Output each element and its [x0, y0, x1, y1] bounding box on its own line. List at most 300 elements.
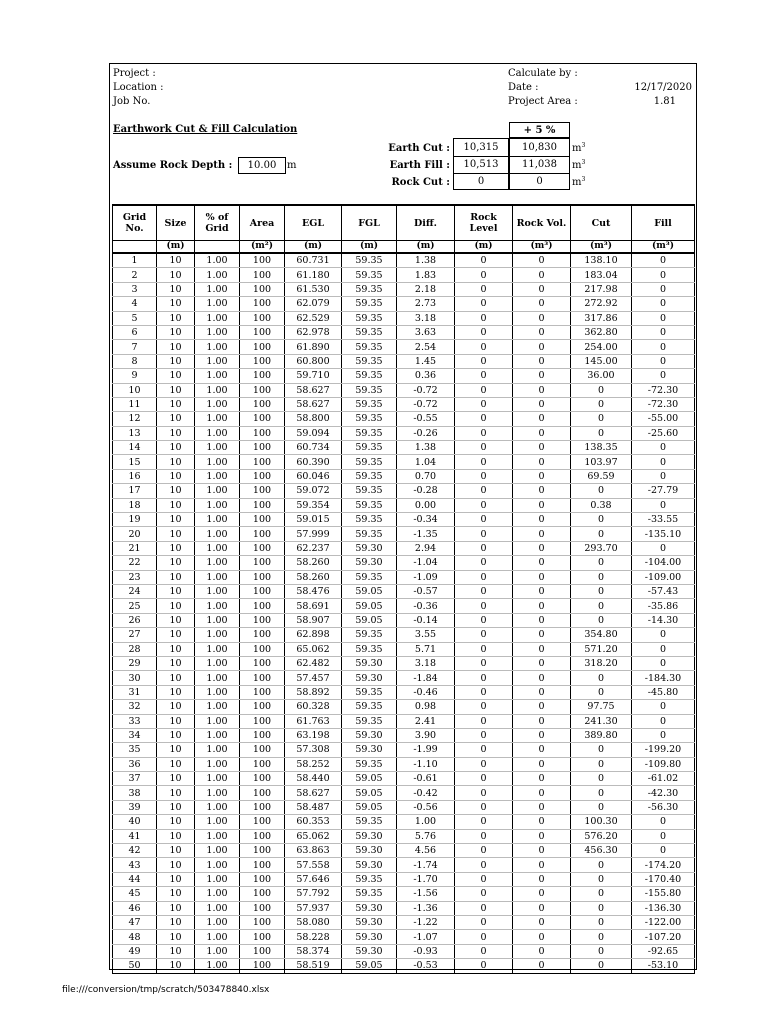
- table-cell: 183.04: [571, 268, 632, 282]
- table-row: [113, 369, 695, 383]
- table-cell: 100: [240, 786, 285, 800]
- table-cell: 100: [240, 369, 285, 383]
- table-cell: 0: [571, 613, 632, 627]
- table-cell: 0.70: [397, 469, 455, 483]
- table-cell: 0: [455, 944, 513, 958]
- table-cell: -1.84: [397, 671, 455, 685]
- table-cell: 39: [113, 800, 157, 814]
- table-cell: 69.59: [571, 469, 632, 483]
- table-cell: -55.00: [632, 412, 695, 426]
- table-cell: 1.00: [195, 628, 240, 642]
- table-cell: 59.35: [342, 700, 397, 714]
- table-cell: 0: [455, 887, 513, 901]
- table-cell: 100: [240, 671, 285, 685]
- date-value: 12/17/2020: [634, 82, 692, 93]
- table-cell: 1.00: [195, 887, 240, 901]
- table-cell: 0: [455, 757, 513, 771]
- table-cell: 22: [113, 556, 157, 570]
- table-cell: -1.10: [397, 757, 455, 771]
- column-header: Rock Level: [455, 205, 513, 241]
- table-cell: 0: [455, 397, 513, 411]
- table-cell: 10: [157, 570, 195, 584]
- table-cell: 0: [632, 311, 695, 325]
- table-cell: 0: [513, 282, 571, 296]
- table-cell: 49: [113, 944, 157, 958]
- table-cell: -61.02: [632, 772, 695, 786]
- table-row: [113, 340, 695, 354]
- table-cell: 59.35: [342, 513, 397, 527]
- table-cell: 3.63: [397, 325, 455, 339]
- table-cell: 389.80: [571, 728, 632, 742]
- table-cell: 10: [157, 369, 195, 383]
- table-cell: 10: [157, 455, 195, 469]
- table-cell: 25: [113, 599, 157, 613]
- table-cell: 0: [455, 325, 513, 339]
- table-cell: 0: [455, 829, 513, 843]
- table-cell: -170.40: [632, 872, 695, 886]
- table-cell: 100: [240, 930, 285, 944]
- table-cell: 59.35: [342, 498, 397, 512]
- table-cell: 59.30: [342, 556, 397, 570]
- column-unit: (m): [285, 241, 342, 254]
- table-cell: 100: [240, 728, 285, 742]
- table-cell: 0: [513, 527, 571, 541]
- table-cell: 59.35: [342, 527, 397, 541]
- table-cell: 59.015: [285, 513, 342, 527]
- table-cell: 0: [455, 354, 513, 368]
- table-row: [113, 685, 695, 699]
- table-cell: 1.04: [397, 455, 455, 469]
- table-cell: 0: [455, 282, 513, 296]
- earth-cut-value: 10,315: [453, 138, 509, 157]
- table-cell: 59.30: [342, 858, 397, 872]
- table-cell: 10: [157, 613, 195, 627]
- table-row: [113, 311, 695, 325]
- table-cell: 1.00: [195, 743, 240, 757]
- table-cell: 10: [157, 844, 195, 858]
- table-row: [113, 325, 695, 339]
- table-cell: 1.00: [195, 772, 240, 786]
- rock-depth-label: Assume Rock Depth :: [113, 160, 233, 171]
- table-cell: -107.20: [632, 930, 695, 944]
- table-cell: 59.35: [342, 714, 397, 728]
- table-cell: 1.00: [195, 527, 240, 541]
- table-cell: 62.978: [285, 325, 342, 339]
- table-cell: 3.90: [397, 728, 455, 742]
- table-cell: 0: [571, 872, 632, 886]
- table-cell: 57.999: [285, 527, 342, 541]
- table-cell: 59.05: [342, 800, 397, 814]
- table-cell: 100: [240, 513, 285, 527]
- table-cell: 100: [240, 469, 285, 483]
- table-cell: -72.30: [632, 397, 695, 411]
- table-cell: 0: [513, 959, 571, 973]
- table-cell: 59.35: [342, 383, 397, 397]
- table-cell: 0: [455, 383, 513, 397]
- table-cell: 10: [157, 412, 195, 426]
- table-cell: 100: [240, 944, 285, 958]
- table-cell: 58.228: [285, 930, 342, 944]
- table-cell: 58.080: [285, 915, 342, 929]
- table-cell: 63.198: [285, 728, 342, 742]
- table-cell: 0: [455, 700, 513, 714]
- table-cell: 456.30: [571, 844, 632, 858]
- table-cell: 0: [513, 685, 571, 699]
- table-cell: 59.30: [342, 944, 397, 958]
- table-cell: 0: [455, 253, 513, 268]
- table-cell: -155.80: [632, 887, 695, 901]
- table-cell: 0: [571, 527, 632, 541]
- table-cell: -1.09: [397, 570, 455, 584]
- table-cell: 0: [632, 700, 695, 714]
- table-row: [113, 800, 695, 814]
- column-header: Cut: [571, 205, 632, 241]
- table-row: [113, 671, 695, 685]
- table-cell: 100: [240, 527, 285, 541]
- table-cell: 0: [513, 930, 571, 944]
- table-cell: 60.046: [285, 469, 342, 483]
- table-cell: 59.35: [342, 455, 397, 469]
- table-cell: 1.00: [195, 484, 240, 498]
- table-cell: 10: [157, 628, 195, 642]
- table-cell: 0: [513, 944, 571, 958]
- table-cell: 0: [632, 541, 695, 555]
- table-cell: 0: [632, 815, 695, 829]
- table-cell: 0: [513, 297, 571, 311]
- table-cell: 100: [240, 829, 285, 843]
- table-cell: 59.35: [342, 369, 397, 383]
- table-cell: 0.98: [397, 700, 455, 714]
- table-row: [113, 584, 695, 598]
- table-cell: 59.30: [342, 728, 397, 742]
- table-cell: -92.65: [632, 944, 695, 958]
- table-cell: -57.43: [632, 584, 695, 598]
- column-header: Rock Vol.: [513, 205, 571, 241]
- table-cell: 0: [455, 556, 513, 570]
- table-cell: 0: [571, 397, 632, 411]
- table-cell: 60.353: [285, 815, 342, 829]
- job-no-label: Job No.: [113, 96, 151, 107]
- table-cell: -25.60: [632, 426, 695, 440]
- table-cell: 0: [571, 599, 632, 613]
- table-cell: 59.30: [342, 743, 397, 757]
- table-cell: 0: [455, 772, 513, 786]
- table-cell: 59.35: [342, 297, 397, 311]
- table-cell: 138.35: [571, 441, 632, 455]
- table-row: [113, 700, 695, 714]
- table-row: [113, 915, 695, 929]
- table-cell: 10: [157, 728, 195, 742]
- table-cell: -109.00: [632, 570, 695, 584]
- table-cell: 58.627: [285, 786, 342, 800]
- table-cell: 0: [455, 872, 513, 886]
- table-cell: -104.00: [632, 556, 695, 570]
- table-cell: 571.20: [571, 642, 632, 656]
- table-cell: 0: [632, 325, 695, 339]
- table-cell: 30: [113, 671, 157, 685]
- table-cell: 10: [157, 498, 195, 512]
- table-cell: 0: [513, 656, 571, 670]
- table-cell: 59.35: [342, 628, 397, 642]
- table-cell: 0: [632, 340, 695, 354]
- table-cell: 59.30: [342, 829, 397, 843]
- table-cell: 0: [455, 541, 513, 555]
- table-cell: 59.35: [342, 253, 397, 268]
- table-cell: 57.646: [285, 872, 342, 886]
- table-cell: 15: [113, 455, 157, 469]
- table-cell: 24: [113, 584, 157, 598]
- table-cell: 2: [113, 268, 157, 282]
- column-header: EGL: [285, 205, 342, 241]
- table-cell: 5.71: [397, 642, 455, 656]
- table-cell: 37: [113, 772, 157, 786]
- spreadsheet-page: [109, 63, 697, 970]
- table-header-row: [113, 205, 695, 241]
- table-cell: 0: [455, 412, 513, 426]
- table-cell: 100: [240, 887, 285, 901]
- table-cell: 58.252: [285, 757, 342, 771]
- table-cell: 576.20: [571, 829, 632, 843]
- table-cell: 1.00: [195, 369, 240, 383]
- table-cell: 1.00: [195, 872, 240, 886]
- table-cell: 6: [113, 325, 157, 339]
- table-cell: 0: [632, 441, 695, 455]
- table-cell: 2.54: [397, 340, 455, 354]
- column-unit: [113, 241, 157, 254]
- table-row: [113, 441, 695, 455]
- table-cell: 10: [157, 253, 195, 268]
- table-cell: 10: [157, 383, 195, 397]
- table-cell: 100: [240, 282, 285, 296]
- table-row: [113, 570, 695, 584]
- calculate-by-label: Calculate by :: [508, 68, 578, 79]
- table-cell: 1.00: [195, 253, 240, 268]
- table-cell: -0.53: [397, 959, 455, 973]
- earth-cut-label: Earth Cut :: [388, 143, 450, 154]
- table-cell: 100: [240, 915, 285, 929]
- table-cell: 1.00: [195, 455, 240, 469]
- table-cell: 0: [455, 671, 513, 685]
- table-cell: 0: [513, 829, 571, 843]
- table-cell: 138.10: [571, 253, 632, 268]
- table-cell: 0: [455, 728, 513, 742]
- table-cell: 0: [571, 671, 632, 685]
- table-cell: 62.482: [285, 656, 342, 670]
- table-row: [113, 628, 695, 642]
- table-cell: 0: [632, 297, 695, 311]
- table-cell: -0.55: [397, 412, 455, 426]
- table-body: [113, 253, 695, 973]
- table-cell: 10: [113, 383, 157, 397]
- table-cell: 0: [513, 354, 571, 368]
- table-cell: 65.062: [285, 829, 342, 843]
- table-cell: 61.180: [285, 268, 342, 282]
- rock-depth-value: 10.00: [238, 157, 286, 174]
- table-row: [113, 743, 695, 757]
- table-cell: -0.34: [397, 513, 455, 527]
- column-header: Diff.: [397, 205, 455, 241]
- table-cell: 0.38: [571, 498, 632, 512]
- table-row: [113, 513, 695, 527]
- table-cell: 1.38: [397, 253, 455, 268]
- table-cell: 1.00: [195, 412, 240, 426]
- table-cell: 1.00: [195, 829, 240, 843]
- table-cell: -1.99: [397, 743, 455, 757]
- table-cell: 10: [157, 282, 195, 296]
- table-cell: 59.30: [342, 656, 397, 670]
- table-row: [113, 656, 695, 670]
- table-cell: 100: [240, 484, 285, 498]
- table-cell: 0: [513, 743, 571, 757]
- table-cell: 0: [455, 297, 513, 311]
- table-cell: 1.00: [195, 613, 240, 627]
- table-cell: 0: [513, 628, 571, 642]
- table-cell: 0: [513, 369, 571, 383]
- table-cell: 0: [571, 959, 632, 973]
- table-row: [113, 527, 695, 541]
- table-cell: 10: [157, 484, 195, 498]
- table-cell: 59.072: [285, 484, 342, 498]
- table-cell: 0: [513, 786, 571, 800]
- table-cell: 0: [513, 613, 571, 627]
- table-cell: 59.30: [342, 844, 397, 858]
- table-cell: 0: [513, 901, 571, 915]
- table-row: [113, 498, 695, 512]
- table-cell: 0: [571, 901, 632, 915]
- table-cell: 10: [157, 469, 195, 483]
- table-cell: 1.00: [195, 297, 240, 311]
- table-cell: -109.80: [632, 757, 695, 771]
- table-cell: 57.792: [285, 887, 342, 901]
- table-cell: 10: [157, 599, 195, 613]
- table-cell: 1.00: [195, 397, 240, 411]
- table-row: [113, 757, 695, 771]
- table-cell: 10: [157, 311, 195, 325]
- table-unit-row: [113, 241, 695, 254]
- table-cell: 3: [113, 282, 157, 296]
- table-cell: 1.00: [195, 714, 240, 728]
- table-row: [113, 815, 695, 829]
- table-cell: 0: [513, 268, 571, 282]
- table-cell: 1.00: [195, 700, 240, 714]
- table-cell: 57.308: [285, 743, 342, 757]
- table-row: [113, 541, 695, 555]
- table-cell: 0: [513, 800, 571, 814]
- table-row: [113, 599, 695, 613]
- table-cell: 10: [157, 714, 195, 728]
- column-unit: (m³): [632, 241, 695, 254]
- table-cell: -0.14: [397, 613, 455, 627]
- table-cell: 0: [455, 800, 513, 814]
- rock-cut-unit: $m^3$: [572, 176, 586, 188]
- table-cell: 1.00: [195, 325, 240, 339]
- table-cell: 97.75: [571, 700, 632, 714]
- table-cell: -174.20: [632, 858, 695, 872]
- table-cell: 1.00: [195, 354, 240, 368]
- table-cell: -136.30: [632, 901, 695, 915]
- table-cell: 103.97: [571, 455, 632, 469]
- table-cell: 1.00: [195, 383, 240, 397]
- table-cell: -0.56: [397, 800, 455, 814]
- table-cell: 2.94: [397, 541, 455, 555]
- column-header: Grid No.: [113, 205, 157, 241]
- table-cell: 58.907: [285, 613, 342, 627]
- table-cell: 10: [157, 268, 195, 282]
- table-cell: 59.35: [342, 354, 397, 368]
- table-cell: 58.440: [285, 772, 342, 786]
- earth-fill-unit: $m^3$: [572, 159, 586, 171]
- table-cell: 45: [113, 887, 157, 901]
- table-cell: 10: [157, 642, 195, 656]
- table-cell: 1.00: [195, 815, 240, 829]
- table-cell: -199.20: [632, 743, 695, 757]
- table-cell: 0: [513, 671, 571, 685]
- table-cell: -0.57: [397, 584, 455, 598]
- table-cell: 3.55: [397, 628, 455, 642]
- table-cell: 0: [513, 513, 571, 527]
- table-cell: 26: [113, 613, 157, 627]
- table-cell: 100: [240, 815, 285, 829]
- table-cell: 0: [455, 455, 513, 469]
- table-cell: 58.800: [285, 412, 342, 426]
- table-cell: -0.42: [397, 786, 455, 800]
- table-row: [113, 282, 695, 296]
- table-cell: 0: [571, 757, 632, 771]
- table-cell: 10: [157, 959, 195, 973]
- table-cell: 100: [240, 628, 285, 642]
- table-cell: 100: [240, 959, 285, 973]
- table-cell: 57.558: [285, 858, 342, 872]
- table-cell: 0.00: [397, 498, 455, 512]
- table-cell: 0: [571, 858, 632, 872]
- table-cell: 48: [113, 930, 157, 944]
- date-label: Date :: [508, 82, 539, 93]
- table-cell: 1.00: [195, 786, 240, 800]
- table-cell: 0: [632, 628, 695, 642]
- rock-cut-value: 0: [453, 173, 509, 190]
- table-cell: 10: [157, 685, 195, 699]
- table-cell: 100: [240, 455, 285, 469]
- table-cell: 1.00: [195, 915, 240, 929]
- table-cell: 60.390: [285, 455, 342, 469]
- table-cell: 293.70: [571, 541, 632, 555]
- table-cell: 1.00: [195, 599, 240, 613]
- table-cell: 59.35: [342, 757, 397, 771]
- table-cell: 0: [513, 412, 571, 426]
- table-cell: 32: [113, 700, 157, 714]
- table-cell: -1.07: [397, 930, 455, 944]
- table-cell: 362.80: [571, 325, 632, 339]
- table-cell: 4: [113, 297, 157, 311]
- project-area-value: 1.81: [653, 96, 676, 107]
- table-cell: 0: [455, 685, 513, 699]
- table-cell: 10: [157, 671, 195, 685]
- table-cell: 10: [157, 397, 195, 411]
- table-cell: 10: [157, 354, 195, 368]
- table-cell: 46: [113, 901, 157, 915]
- table-cell: 100: [240, 584, 285, 598]
- table-cell: 10: [157, 527, 195, 541]
- table-cell: 0: [455, 441, 513, 455]
- table-cell: -0.72: [397, 397, 455, 411]
- column-unit: (m): [397, 241, 455, 254]
- project-label: Project :: [113, 68, 156, 79]
- table-cell: 100: [240, 844, 285, 858]
- table-cell: 100: [240, 556, 285, 570]
- table-cell: 100: [240, 714, 285, 728]
- column-unit: (m²): [240, 241, 285, 254]
- table-cell: 10: [157, 297, 195, 311]
